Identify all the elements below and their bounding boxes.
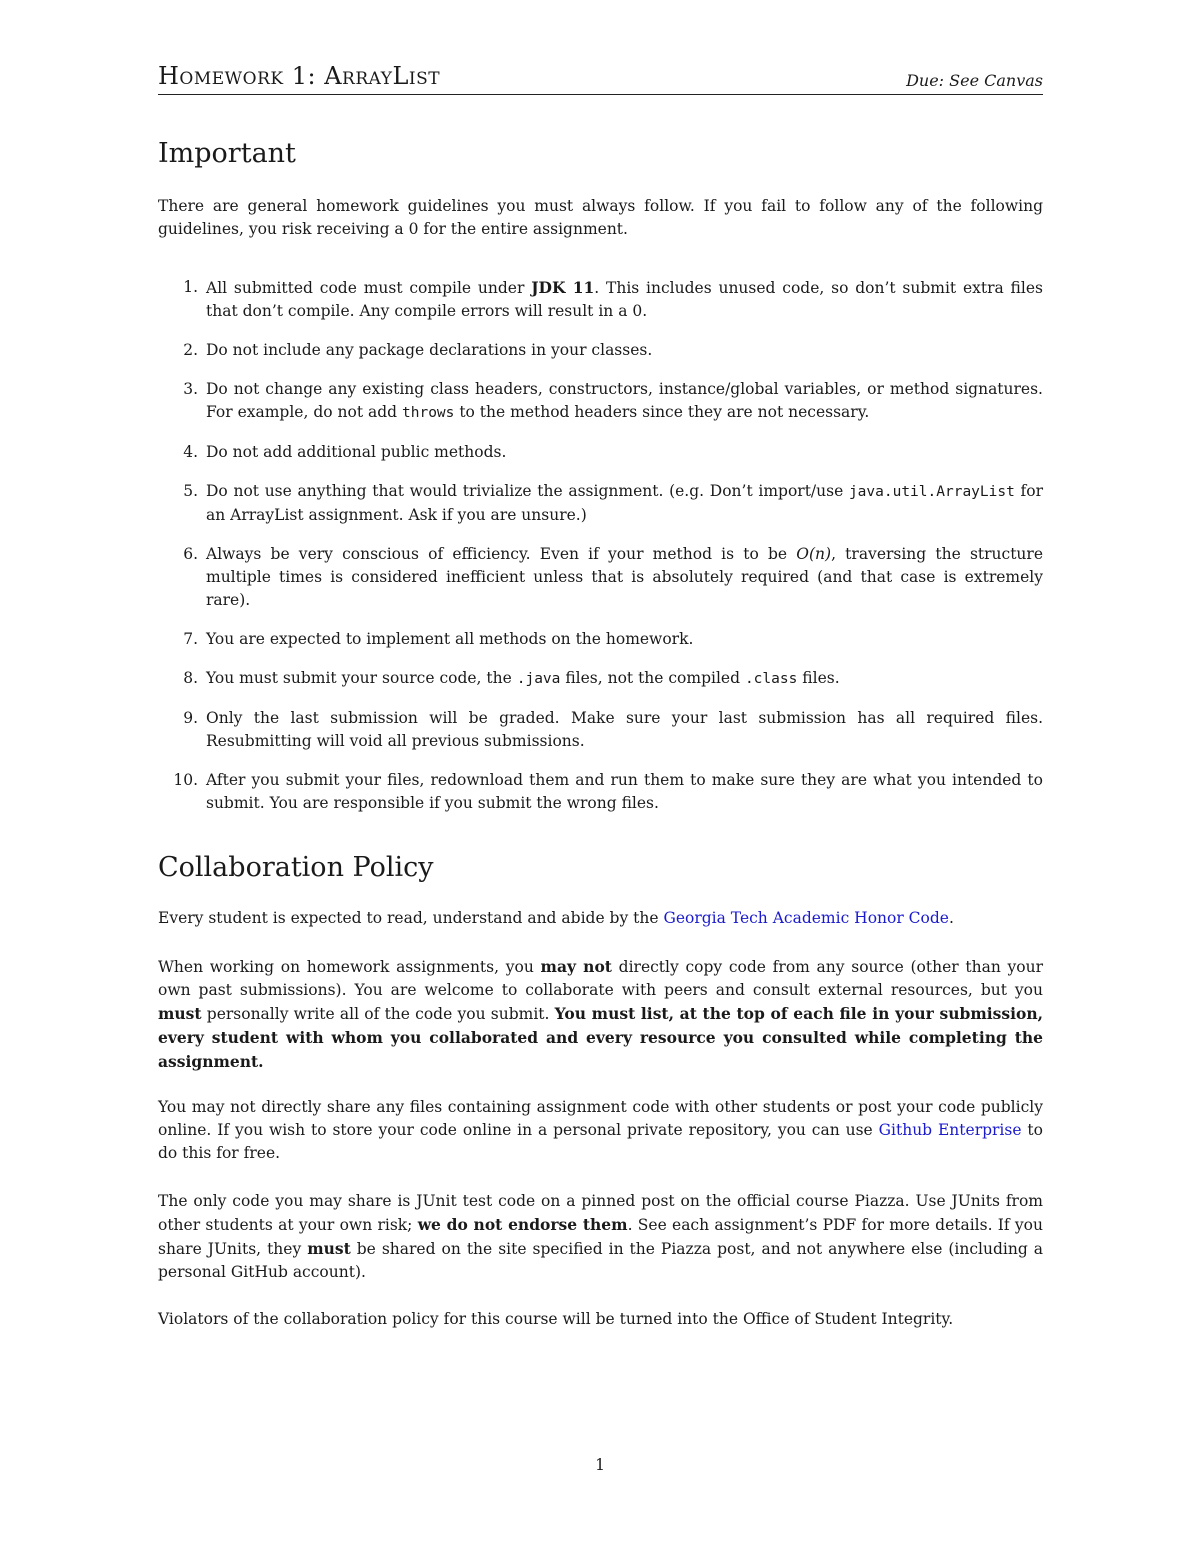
page-number: 1	[595, 1456, 605, 1474]
guideline-item: 3. Do not change any existing class headers, constructors, instance/global variables, or method signatures. For example, do not add throws to the method headers since they are not necessary.	[183, 380, 1043, 421]
important-heading: Important	[158, 138, 296, 169]
guideline-item: 5. Do not use anything that would trivialize the assignment. (e.g. Don’t import/use java.util.ArrayList for an ArrayList assignment. Ask if you are unsure.)	[183, 482, 1044, 524]
guideline-item: 1. All submitted code must compile under JDK 11. This includes unused code, so don’t submit extra files that don’t compile. Any compile errors will result in a 0.	[183, 278, 1043, 320]
junit-paragraph: The only code you may share is JUnit test code on a pinned post on the official course Piazza. Use JUnits from other students at your own risk; we do not endorse them. See each assignment’s PDF for more details. If you share JUnits, they must be shared on the site specified in the Piazza post, and not anywhere else (including a personal GitHub account).	[158, 1192, 1043, 1281]
due-note: Due: See Canvas	[906, 71, 1043, 90]
sharing-paragraph: You may not directly share any files containing assignment code with other students or post your code publicly online. If you wish to store your code online in a personal private repository, you can use Github Enterprise to do this for free.	[158, 1098, 1043, 1162]
guideline-item: 4. Do not add additional public methods.	[183, 443, 507, 461]
page-header	[158, 62, 1043, 95]
guideline-item: 2. Do not include any package declarations in your classes.	[183, 341, 653, 359]
guideline-item: 6. Always be very conscious of efficiency. Even if your method is to be O(n), traversing the structure multiple times is considered inefficient unless that is absolutely required (and that case is extremely rare).	[183, 545, 1043, 609]
violators-paragraph: Violators of the collaboration policy for this course will be turned into the Office of Student Integrity.	[158, 1310, 954, 1328]
honor-code-link[interactable]: Georgia Tech Academic Honor Code	[663, 909, 949, 927]
guideline-item: 10. After you submit your files, redownload them and run them to make sure they are what you intended to submit. You are responsible if you submit the wrong files.	[173, 771, 1043, 812]
github-enterprise-link[interactable]: Github Enterprise	[878, 1121, 1022, 1139]
guideline-item: 8. You must submit your source code, the .java files, not the compiled .class files.	[183, 669, 840, 687]
guideline-item: 9. Only the last submission will be graded. Make sure your last submission has all required files. Resubmitting will void all previous submissions.	[183, 709, 1043, 750]
document-title: Homework 1: ArrayList	[158, 62, 441, 90]
collaboration-heading: Collaboration Policy	[158, 852, 434, 883]
guidelines-list	[158, 276, 1043, 831]
important-intro: There are general homework guidelines you must always follow. If you fail to follow any of the following guidelines, you risk receiving a 0 for the entire assignment.	[158, 197, 1043, 238]
honor-code-paragraph: Every student is expected to read, understand and abide by the Georgia Tech Academic Honor Code.	[158, 909, 954, 927]
guideline-item: 7. You are expected to implement all methods on the homework.	[183, 630, 694, 648]
copying-paragraph: When working on homework assignments, you may not directly copy code from any source (other than your own past submissions). You are welcome to collaborate with peers and consult external resources, but you must personally write all of the code you submit. You must list, at the top of each file in your submission, every student with whom you collaborated and every resource you consulted while completing the assignment.	[158, 957, 1043, 1071]
